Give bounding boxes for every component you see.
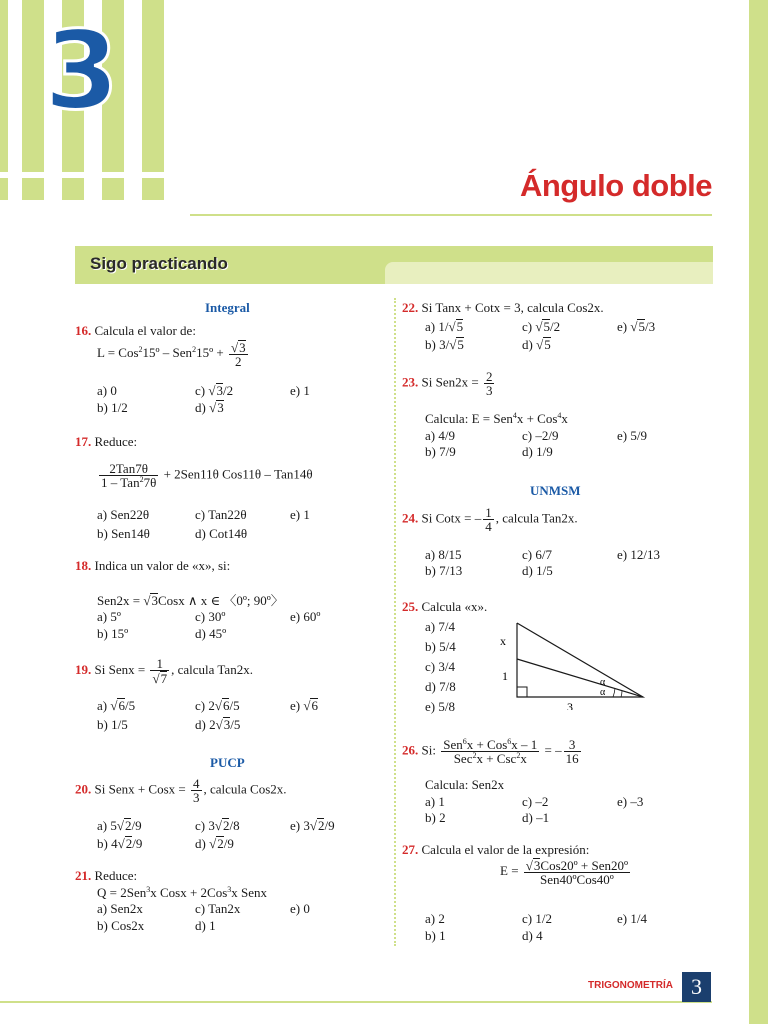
q19-option-a: a) √6/5 (97, 698, 136, 713)
section-band-label: Sigo practicando (90, 254, 228, 273)
question-19: 19. Si Senx = $\frac{1}{√7}$ , calcula Tan2x. (75, 656, 253, 686)
q26-option-e: e) –3 (617, 794, 644, 809)
question-27: 27. Calcula el valor de la expresión: (402, 842, 590, 857)
q22-option-c: c) √5/2 (522, 319, 561, 334)
q16-option-d: d) √3 (195, 400, 224, 415)
figure-label-alpha-2: α (600, 687, 606, 698)
q18-option-b: b) 15º (97, 626, 129, 641)
figure-label-3: 3 (567, 700, 573, 710)
q25-option-e: e) 5/8 (425, 699, 455, 714)
q16-option-a: a) 0 (97, 383, 117, 398)
q16-option-b: b) 1/2 (97, 400, 128, 415)
question-23: 23. Si Sen2x = $\frac{2}{3}$ (402, 369, 493, 398)
figure-label-alpha-1: α (600, 677, 606, 688)
section-heading-integral: Integral (205, 300, 250, 315)
q17-option-a: a) Sen22θ (97, 507, 150, 522)
q19-option-e: e) √6 (290, 698, 318, 713)
q27-option-e: e) 1/4 (617, 911, 647, 926)
q27-option-d: d) 4 (522, 928, 543, 943)
q20-option-a: a) 5√2/9 (97, 818, 142, 833)
q23-option-d: d) 1/9 (522, 444, 553, 459)
question-27-formula: E = $\frac{\text{√3Cos20º + Sen20º}}{\text{Sen40ºCos40º}}$ (500, 858, 629, 887)
q17-option-e: e) 1 (290, 507, 310, 522)
q27-option-c: c) 1/2 (522, 911, 552, 926)
q17-option-d: d) Cot14θ (195, 526, 248, 541)
q24-option-b: b) 7/13 (425, 563, 463, 578)
q19-option-d: d) 2√3/5 (195, 717, 241, 732)
q19-option-b: b) 1/5 (97, 717, 128, 732)
q22-option-e: e) √5/3 (617, 319, 656, 334)
question-18: 18. Indica un valor de «x», si: (75, 558, 231, 573)
question-23-calc: Calcula: E = Sen$^4$x + Cos$^4$x (425, 411, 568, 426)
q25-option-c: c) 3/4 (425, 659, 455, 674)
q16-option-e: e) 1 (290, 383, 310, 398)
q24-option-e: e) 12/13 (617, 547, 660, 562)
footer-subject: TRIGONOMETRÍA (588, 980, 673, 991)
q22-option-b: b) 3/√5 (425, 337, 464, 352)
q23-option-c: c) –2/9 (522, 428, 559, 443)
q27-option-a: a) 2 (425, 911, 445, 926)
question-20: 20. Si Senx + Cosx = $\frac{4}{3}$ , calcula Cos2x. (75, 776, 287, 805)
q20-option-e: e) 3√2/9 (290, 818, 335, 833)
triangle-figure (495, 615, 650, 710)
q21-option-c: c) Tan2x (195, 901, 241, 916)
page-title: Ángulo doble (519, 168, 712, 203)
q25-option-b: b) 5/4 (425, 639, 456, 654)
figure-label-1: 1 (502, 669, 508, 683)
q27-option-b: b) 1 (425, 928, 446, 943)
q20-option-d: d) √2/9 (195, 836, 234, 851)
chapter-number: 3 (44, 9, 120, 134)
q22-option-a: a) 1/√5 (425, 319, 464, 334)
q20-option-b: b) 4√2/9 (97, 836, 143, 851)
q23-option-b: b) 7/9 (425, 444, 456, 459)
question-21: 21. Reduce: (75, 868, 138, 883)
section-heading-pucp: PUCP (210, 755, 245, 770)
q26-option-d: d) –1 (522, 810, 550, 825)
q25-option-a: a) 7/4 (425, 619, 455, 634)
question-18-formula: Sen2x = √3Cosx ∧ x ∈ 〈0º; 90º〉 (97, 593, 284, 608)
q24-option-c: c) 6/7 (522, 547, 552, 562)
q17-option-c: c) Tan22θ (195, 507, 247, 522)
q21-option-a: a) Sen2x (97, 901, 143, 916)
section-band-inner (385, 262, 713, 284)
q24-option-a: a) 8/15 (425, 547, 462, 562)
q24-option-d: d) 1/5 (522, 563, 553, 578)
q23-option-e: e) 5/9 (617, 428, 647, 443)
question-22: 22. Si Tanx + Cotx = 3, calcula Cos2x. (402, 300, 604, 315)
q26-option-a: a) 1 (425, 794, 445, 809)
question-24: 24. Si Cotx = – $\frac{1}{4}$ , calcula Tan2x. (402, 505, 578, 534)
q21-option-b: b) Cos2x (97, 918, 145, 933)
right-sidebar-stripe (749, 0, 768, 1024)
q23-option-a: a) 4/9 (425, 428, 455, 443)
q25-option-d: d) 7/8 (425, 679, 456, 694)
question-16-formula: L = Cos$^2$15º – Sen$^2$15º + $\frac{√3}{2}$ (97, 340, 246, 369)
q21-option-e: e) 0 (290, 901, 310, 916)
q18-option-c: c) 30º (195, 609, 226, 624)
section-heading-unmsm: UNMSM (530, 483, 581, 498)
question-17: 17. Reduce: (75, 434, 138, 449)
question-17-formula: $\frac{\text{2Tan7θ}}{1 - Tan^27\theta}$ + 2Sen11θ Cos11θ – Tan14θ (101, 461, 313, 490)
question-26: 26. Si: $\frac{Sen^6x + Cos^6x - 1}{Sec^2x + Csc^2x}$ = – $\frac{3}{16}$ (402, 737, 579, 766)
title-rule (190, 214, 712, 216)
q22-option-d: d) √5 (522, 337, 551, 352)
q21-option-d: d) 1 (195, 918, 216, 933)
q19-option-c: c) 2√6/5 (195, 698, 240, 713)
column-divider (394, 298, 396, 946)
q26-option-c: c) –2 (522, 794, 549, 809)
q16-option-c: c) √3/2 (195, 383, 234, 398)
question-21-formula: Q = 2Sen$^3$x Cosx + 2Cos$^3$x Senx (97, 885, 268, 900)
q26-option-b: b) 2 (425, 810, 446, 825)
q20-option-c: c) 3√2/8 (195, 818, 240, 833)
q18-option-a: a) 5º (97, 609, 121, 624)
footer-page-number: 3 (682, 972, 711, 1002)
question-26-calc: Calcula: Sen2x (425, 777, 505, 792)
question-25: 25. Calcula «x». (402, 599, 488, 614)
figure-label-x: x (500, 634, 506, 648)
q18-option-e: e) 60º (290, 609, 321, 624)
footer-rule (0, 1001, 712, 1003)
q18-option-d: d) 45º (195, 626, 227, 641)
question-16: 16. Calcula el valor de: (75, 323, 196, 338)
q17-option-b: b) Sen14θ (97, 526, 150, 541)
